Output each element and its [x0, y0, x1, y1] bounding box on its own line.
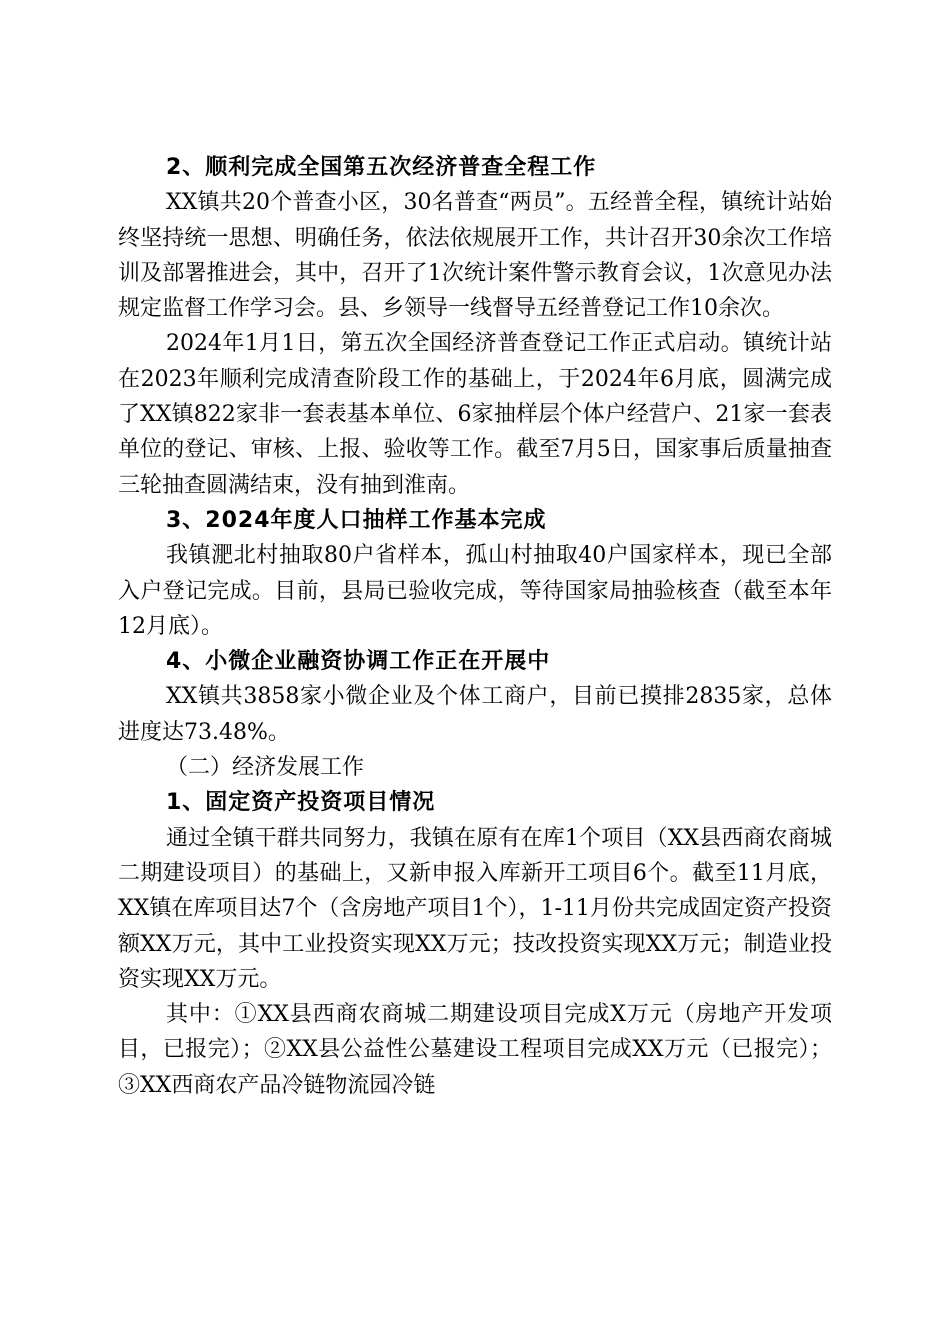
- paragraph-project-list: 其中：①XX县西商农商城二期建设项目完成X万元（房地产开发项目，已报完）；②XX县公益性公墓建设工程项目完成XX万元（已报完）；③XX西商农产品冷链物流园冷链: [118, 1002, 832, 1098]
- section-heading-fixed-asset-investment: 1、固定资产投资项目情况: [166, 790, 436, 816]
- paragraph-census-overview: XX镇共20个普查小区，30名普查“两员”。五经普全程，镇统计站始终坚持统一思想、明确任务，依法依规展开工作，共计召开30余次工作培训及部署推进会，其中，召开了1次统计案件警示教育会议，1次意见办法规定监督工作学习会。县、乡领导一线督导五经普登记工作10余次。: [118, 190, 832, 322]
- section-heading-sme-financing: 4、小微企业融资协调工作正在开展中: [166, 649, 551, 675]
- section-heading-census: 2、顺利完成全国第五次经济普查全程工作: [166, 155, 597, 180]
- paragraph-fixed-asset-investment: 通过全镇干群共同努力，我镇在原有在库1个项目（XX县西商农商城二期建设项目）的基础上，又新申报入库新开工项目6个。截至11月底，XX镇在库项目达7个（含房地产项目1个），1-11月份共完成固定资产投资额XX万元，其中工业投资实现XX万元；技改投资实现XX万元；制造业投资实现XX万元。: [118, 825, 832, 992]
- paragraph-census-registration: 2024年1月1日，第五次全国经济普查登记工作正式启动。镇统计站在2023年顺利完成清查阶段工作的基础上，于2024年6月底，圆满完成了XX镇822家非一套表基本单位、6家抽样层个体户经营户、21家一套表单位的登记、审核、上报、验收等工作。截至7月5日，国家事后质量抽查三轮抽查圆满结束，没有抽到淮南。: [118, 331, 832, 498]
- paragraph-sme-financing: XX镇共3858家小微企业及个体工商户，目前已摸排2835家，总体进度达73.48%。: [118, 684, 832, 745]
- paragraph-population-sampling: 我镇淝北村抽取80户省样本，孤山村抽取40户国家样本，现已全部入户登记完成。目前，县局已验收完成，等待国家局抽验核查（截至本年12月底）。: [118, 543, 832, 639]
- document-page: [118, 150, 832, 1103]
- subsection-heading-economic-development: （二）经济发展工作: [166, 755, 365, 781]
- section-heading-population-sampling: 3、2024年度人口抽样工作基本完成: [166, 507, 547, 533]
